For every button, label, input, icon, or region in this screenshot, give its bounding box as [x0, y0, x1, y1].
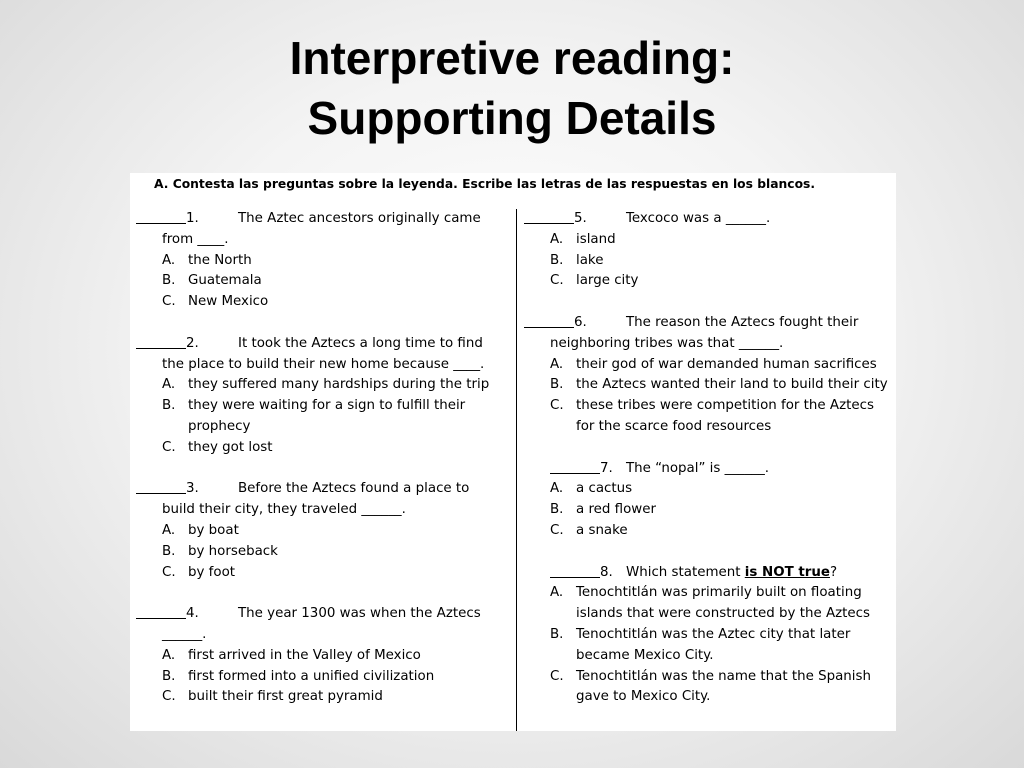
option-b: B. lake	[550, 252, 604, 268]
answer-blank	[524, 209, 574, 224]
option-c: C. New Mexico	[162, 294, 269, 310]
question-number: 5.	[574, 211, 587, 226]
question-text: The reason the Aztecs fought their	[626, 314, 859, 330]
option-b: B. Guatemala	[162, 273, 262, 289]
question-text: It took the Aztecs a long time to find	[238, 335, 483, 351]
question-6	[524, 313, 892, 438]
option-a: A. a cactus	[550, 481, 633, 497]
option-b: B. by horseback	[162, 543, 278, 559]
option-c: C. a snake	[550, 522, 628, 538]
option-a: A. the North	[162, 252, 252, 268]
option-b: B. first formed into a unified civilization	[162, 668, 435, 684]
question-text-continued: neighboring tribes was that ______.	[550, 335, 784, 351]
question-8	[524, 563, 892, 709]
option-c: C. large city	[550, 273, 639, 289]
slide-title-line-1: Interpretive reading:	[289, 32, 735, 84]
worksheet-image	[130, 173, 896, 731]
option-b: B. Tenochtitlán was the Aztec city that later became Mexico City.	[550, 626, 851, 663]
question-text: The Aztec ancestors originally came	[238, 211, 481, 226]
question-5	[524, 209, 892, 292]
question-number: 6.	[574, 314, 587, 330]
question-text-continued: from ____.	[162, 231, 229, 247]
question-number: 7.	[600, 460, 613, 476]
question-text: The year 1300 was when the Aztecs	[238, 606, 481, 622]
option-c: C. they got lost	[162, 439, 273, 455]
left-column	[136, 209, 510, 729]
answer-blank	[136, 209, 186, 224]
slide-title	[0, 28, 1024, 148]
option-a: A. they suffered many hardships during the trip	[162, 377, 490, 393]
question-number: 2.	[186, 335, 199, 351]
question-text: Texcoco was a ______.	[626, 211, 771, 226]
answer-blank	[136, 334, 186, 349]
question-number: 1.	[186, 211, 199, 226]
emphasis-not-true: is NOT true	[744, 564, 830, 580]
option-c: C. Tenochtitlán was the name that the Spanish gave to Mexico City.	[550, 668, 871, 705]
option-c: C. these tribes were competition for the Aztecs for the scarce food resources	[550, 398, 874, 434]
slide-title-line-2: Supporting Details	[307, 92, 717, 144]
question-text: Which statement is NOT true?	[626, 564, 838, 580]
worksheet-instruction: A. Contesta las preguntas sobre la leyenda. Escribe las letras de las respuestas en los blancos.	[154, 177, 816, 191]
answer-blank	[524, 313, 574, 328]
question-7	[524, 459, 892, 542]
option-a: A. their god of war demanded human sacrifices	[550, 356, 877, 372]
question-text-continued: the place to build their new home because ____.	[162, 356, 485, 372]
option-a: A. Tenochtitlán was primarily built on floating islands that were constructed by the Aztecs	[550, 585, 870, 622]
option-b: B. the Aztecs wanted their land to build their city	[550, 377, 888, 393]
question-text: The “nopal” is ______.	[626, 460, 770, 476]
option-a: A. first arrived in the Valley of Mexico	[162, 647, 421, 663]
question-number: 3.	[186, 481, 199, 497]
answer-blank	[136, 604, 186, 619]
answer-blank	[136, 479, 186, 494]
question-number: 4.	[186, 606, 199, 622]
option-a: A. by boat	[162, 522, 239, 538]
question-number: 8.	[600, 564, 613, 580]
option-c: C. by foot	[162, 564, 236, 580]
question-1	[136, 209, 510, 313]
answer-blank	[550, 459, 600, 474]
option-b: B. a red flower	[550, 502, 656, 518]
question-text-continued: build their city, they traveled ______.	[162, 502, 406, 518]
column-divider	[516, 209, 517, 731]
question-text-continued: ______.	[162, 626, 207, 642]
question-2	[136, 334, 510, 459]
right-column	[524, 209, 892, 729]
option-c: C. built their first great pyramid	[162, 689, 383, 705]
option-b: B. they were waiting for a sign to fulfill their prophecy	[162, 398, 466, 434]
question-4	[136, 604, 510, 708]
question-3	[136, 479, 510, 583]
option-a: A. island	[550, 231, 616, 247]
question-text: Before the Aztecs found a place to	[238, 481, 470, 497]
answer-blank	[550, 563, 600, 578]
